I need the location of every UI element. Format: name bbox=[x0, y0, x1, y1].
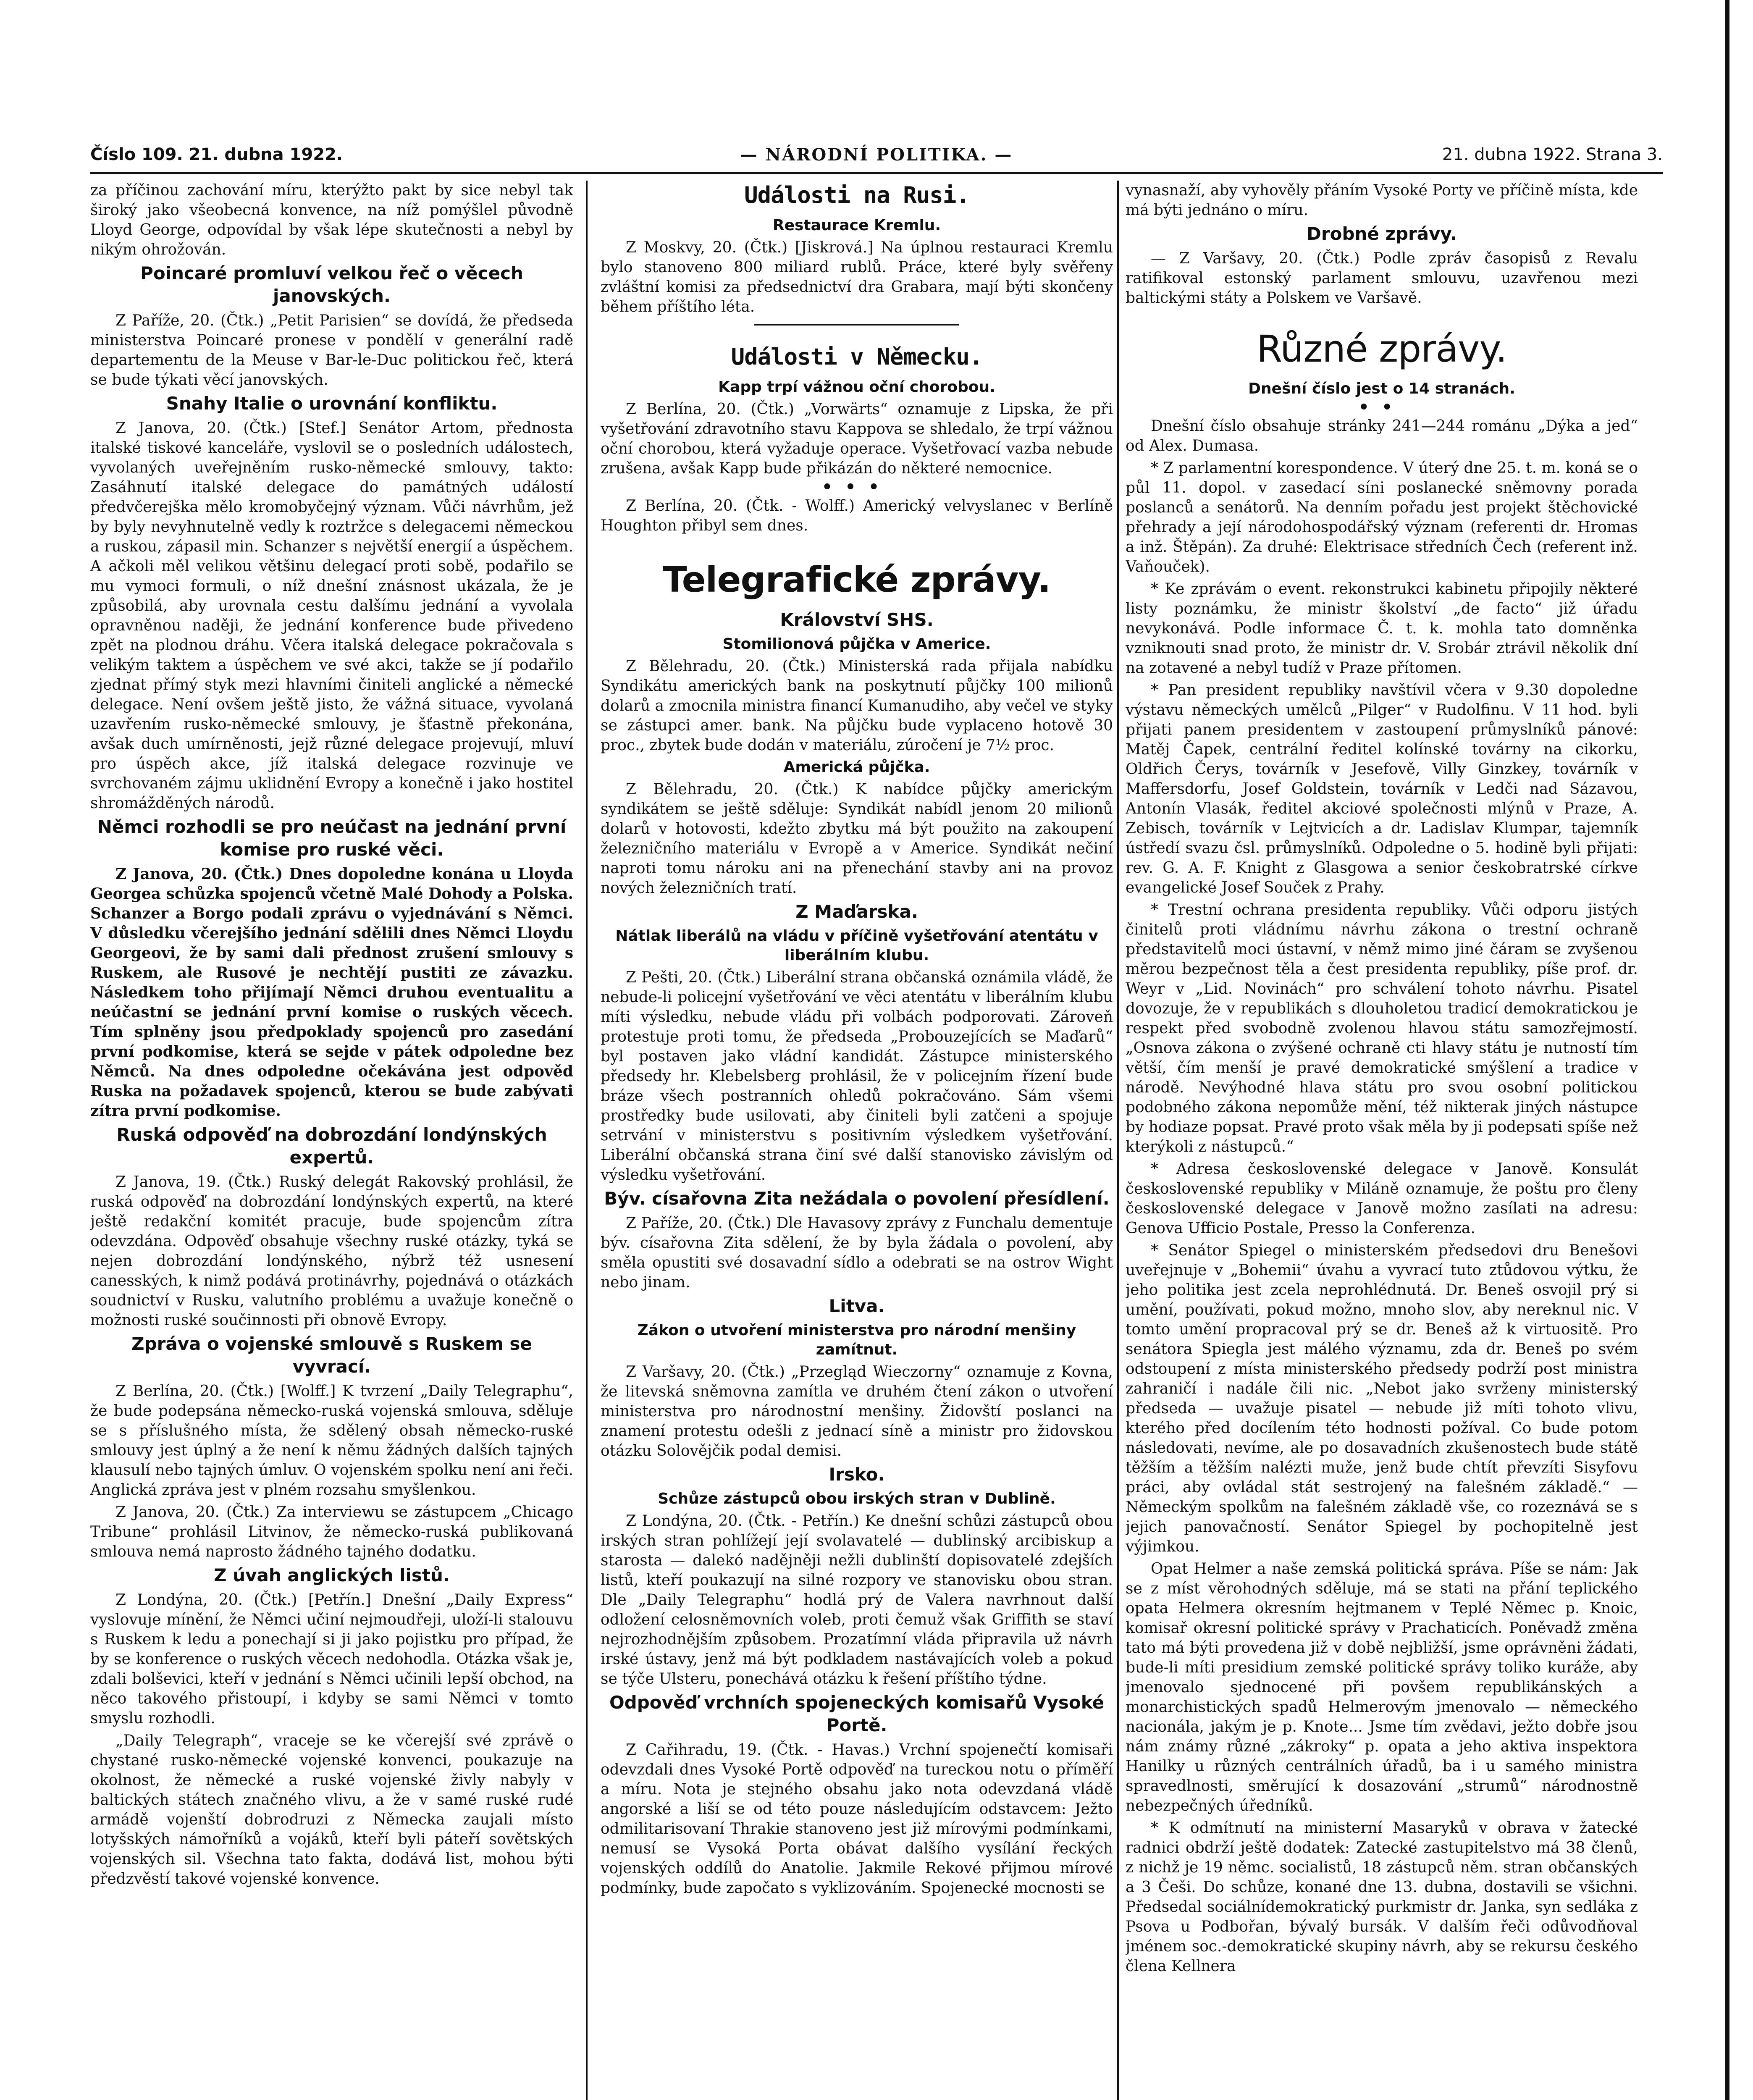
masthead-title: — NÁRODNÍ POLITIKA. — bbox=[740, 145, 1013, 165]
article-text: * K odmítnutí na ministerní Masaryků v obrava v žatecké radnici obdrží ještě dodatek: Zatecké zastupitelstvo má 38 členů, z nichž je 19 němc. socialistů, 18 zástupců něm. stran občanských a 3 Češi. Do schůze, konané dne 13. dubna, dostavili se všichni. Předsedal sociálnídemokratický purkmistr dr. Janka, syn sedláka z Psova u Podbořan, bývalý bursák. V dalším řeči odůvodňoval jménem soc.-demokratické skupiny návrh, aby se rekursu českého člena Kellnera bbox=[1126, 1819, 1638, 1975]
column-3 bbox=[1126, 181, 1638, 2100]
article-text: „Daily Telegraph“, vraceje se ke včerejší své zprávě o chystané rusko-německé vojenské konvenci, poukazuje na okolnost, že německé a ruské vojenské živly nabyly v baltických státech značného vlivu, a že v samé ruské rudé armádě vojenští dobrodruzi z Německa zaujali místo lotyšských námořníků a vojáků, kteří byli páteří sovětských vojenských sil. Všechna tato fakta, dodává list, mohou býti předzvěstí takové vojenské konvence. bbox=[90, 1732, 573, 1887]
article-text: Z Bělehradu, 20. (Čtk.) Ministerská rada přijala nabídku Syndikátu amerických bank na poskytnutí půjčky 100 milionů dolarů a zmocnila ministra financí Kumanudiho, aby večel ve styky se zástupci amer. bank. Na půjčku bude vyplaceno hotově 30 proc., zbytek bude dodán v materiálu, zúročení je 7½ proc. bbox=[601, 658, 1113, 754]
headline: Litva. bbox=[829, 1296, 885, 1316]
article-text: Z Berlína, 20. (Čtk.) „Vorwärts“ oznamuje z Lipska, že při vyšetřování zdravotního stavu Kappova se shledalo, že trpí vážnou oční chorobou, která vyžaduje operace. Vyšetřovací vazba nebude zrušena, avšak Kapp bude přikázán do některé nemocnice. bbox=[601, 401, 1113, 477]
subheading: Kapp trpí vážnou oční chorobou. bbox=[718, 378, 995, 396]
column-divider bbox=[1117, 181, 1119, 2100]
article-text: Z Moskvy, 20. (Čtk.) [Jiskrová.] Na úplnou restauraci Kremlu bylo stanoveno 800 miliard rublů. Práce, které byly svěřeny zvláštní komisi za předsednictví dra Grabara, mají býti skončeny během příštího léta. bbox=[601, 239, 1113, 315]
article-text: Opat Helmer a naše zemská politická správa. Píše se nám: Jak se z míst věrohodných sděluje, má se stati na přání teplického opata Helmera okresním hejtmanem v Teplé Němec p. Knoic, komisař okresní politické správy v Prachaticích. Poněvadž změna tato má býti provedena již v době nejbližší, jsme oprávněni žádati, bude-li míti presidium zemské politické správy toliko kuráže, aby jmenovalo sjednocené při povšem republikánských a monarchistických spadů Helmerovým jmenovalo — německého nacionála, jakým je p. Knote... Jsme tím zvědavi, ježto dobře jsou nám známy různé „zákroky“ p. opata a jeho aktiva inspektora Hanilky u různých centrálních úřadů, ba i u samého ministra spravedlnosti, směrující k dosazování „strumů“ národnostně nebezpečných úředníků. bbox=[1126, 1560, 1638, 1814]
section-rule bbox=[754, 324, 959, 326]
subheading: Americká půjčka. bbox=[783, 759, 930, 776]
subheading: Zákon o utvoření ministerstva pro národní menšiny zamítnut. bbox=[637, 1322, 1076, 1358]
subheading: Schůze zástupců obou irských stran v Dublině. bbox=[658, 1490, 1056, 1507]
header-rule bbox=[90, 172, 1663, 174]
article-text: * Ke zprávám o event. rekonstrukci kabinetu připojily některé listy poznámku, že ministr školství „de facto“ již úřadu nevykonává. Podle informace Č. t. k. mohla tato domněnka vzniknouti snad proto, že ministr dr. V. Srobár ztrávil několik dní na zotavené a nebyl tudíž v Praze přítomen. bbox=[1126, 580, 1638, 677]
subheading: Nátlak liberálů na vládu v příčině vyšetřování atentátu v liberálním klubu. bbox=[615, 927, 1098, 964]
article-text: Z Cařihradu, 19. (Čtk. - Havas.) Vrchní spojenečtí komisaři odevzdali dnes Vysoké Portě odpověď na tureckou notu o příměří a míru. Nota je stejného obsahu jako nota odevzdaná vládě angorské a liší se od této pouze následujícím odstavcem: Ježto odmilitarisovaní Thrakie stanoveno jest již mírovými podmínkami, nemusí se Vysoká Porta obávat dalšího vysílání řeckých vojenských oddílů do Anatolie. Jakmile Rekové přijmou mírové podmínky, bude započato s vyklizováním. Spojenecké mocnosti se bbox=[601, 1741, 1113, 1897]
article-text: Z Pešti, 20. (Čtk.) Liberální strana občanská oznámila vládě, že nebude-li policejní vyšetřování ve věci atentátu v liberálním klubu míti výsledku, nebude vládu při volbách podporovati. Zároveň protestuje proti tomu, že předseda „Probouzejících se Maďarů“ byl postaven jako vládní kandidát. Zástupce ministerského předsedy hr. Klebelsberg prohlásil, že v policejním řízení bude bráze všech postranních ohledů pokračováno. Sám všemi prostředky bude usilovati, aby činiteli byli zatčeni a spojuje setrvání v ministerstvu s positivním výsledkem vyšetřování. Liberální občanská strana činí své další stanovisko závislým od výsledku vyšetřování. bbox=[601, 969, 1113, 1184]
article-continuation: vynasnaží, aby vyhověly přáním Vysoké Porty ve příčině místa, kde má býti jednáno o míru. bbox=[1126, 182, 1638, 219]
separator-dots: •• bbox=[1358, 398, 1405, 417]
article-text: Z Janova, 20. (Čtk.) Za interviewu se zástupcem „Chicago Tribune“ prohlásil Litvinov, že německo-ruská publikovaná smlouva nemá naprosto žádného tajného dodatku. bbox=[90, 1504, 573, 1560]
headline: Odpověď vrchních spojeneckých komisařů Vysoké Portě. bbox=[609, 1692, 1105, 1735]
article-text: * Senátor Spiegel o ministerském předsedovi dru Benešovi uveřejnuje v „Bohemii“ úvahu a vyvrací tuto ztůdovou výtku, že jeho politika jest zcela neprohlédnutá. Dr. Beneš osvojil prý si umění, používati, pokud možno, mnoho slov, aby nereknul nic. V tomto umění propracoval prý se dr. Beneš až k virtuositě. Pro senátora Spiegla jest málého významu, zda dr. Beneš po svém odstoupení z místa ministerského předsedy podrží post ministra zahraničí i nadále čili nic. „Nebot jako svrženy ministerský předseda — uvažuje pisatel — nebude již míti tohoto vlivu, kterého před docílením této hodnosti požíval. Co bude potom následovati, nevíme, ale po dosavadních zkušenostech bude státě těžším a těžším nalézti muže, jenž bude chtít převzíti Sisyfovu práci, aby ovládal stát sestrojený na falešném základě.“ — Německým spolkům na falešném základě vše, co rozeznává se s jejich panovačností. Senátor Spiegel by pochopitelně jest výjimkou. bbox=[1126, 1242, 1638, 1555]
article-text: Z Janova, 20. (Čtk.) [Stef.] Senátor Artom, přednosta italské tiskové kanceláře, vyslovil se o posledních událostech, vyvolaných uveřejněním rusko-německé smlouvy, takto: Zasáhnutí italské delegace do památných událostí předvčerejška mělo kromobyčejný význam. Vůči návrhům, jež by byly nevyhnutelně vedly k roztržce s delegacemi německou a ruskou, zápasil min. Schanzer s největší energií a úspěchem. A ačkoli měl velikou většinu delegací proti sobě, podařilo se mu vymoci formuli, o níž dnešní znásnost ukázala, že je způsobilá, aby urovnala cestu dalšímu jednání a vyvolala opravněnou naději, že jednání konference bude přivedeno zpět na plodnou dráhu. Včera italská delegace pokračovala s velikým taktem a úspěchem ve své akci, takže se jí podařilo zjednat přímý styk mezi hlavními činiteli anglické a německé delegace. Není ovšem ještě jisto, že vážná situace, vyvolaná uzavřením rusko-německé smlouvy, je šťastně překonána, avšak duch umírněnosti, jejž různé delegace projevují, mluví pro úspěch akce, jíž italská delegace rozvinuje ve svrchovaném zájmu uklidnění Evropy a konečně i jako hostitel shromážděných národů. bbox=[90, 420, 573, 812]
article-text: — Z Varšavy, 20. (Čtk.) Podle zpráv časopisů z Revalu ratifikoval estonský parlament smlouvu, uzavřenou mezi baltickými státy a Polskem ve Varšavě. bbox=[1126, 250, 1638, 307]
column-1 bbox=[90, 181, 573, 2100]
article-text: Z Berlína, 20. (Čtk.) [Wolff.] K tvrzení „Daily Telegraphu“, že bude podepsána německo-ruská vojenská smlouva, sděluje se s příslušného místa, že sdělený obsah německo-ruské smlouvy jest úplný a že není k němu žádných dalších tajných klausulí nebo tajných úmluv. O vojenském spolku není ani řeči. Anglická zpráva jest v plném rozsahu smyšlenkou. bbox=[90, 1383, 573, 1499]
subheading: Království SHS. bbox=[780, 609, 934, 630]
article-continuation: za příčinou zachování míru, kterýžto pakt by sice nebyl tak široký jako všeobecná konvence, na níž pomýšlel původně Lloyd George, odpovídal by však lépe skutečnosti a nebyl by nikým ohrožován. bbox=[90, 182, 573, 258]
headline: Býv. císařovna Zita nežádala o povolení přesídlení. bbox=[604, 1188, 1110, 1209]
article-text: Z Paříže, 20. (Čtk.) Dle Havasovy zprávy z Funchalu dementuje býv. císařovna Zita sdělení, že by byla žádala o povolení, aby směla opustiti své dosavadní sídlo a odebrati se na ostrov Wight nebo jinam. bbox=[601, 1215, 1113, 1291]
article-text: * Trestní ochrana presidenta republiky. Vůči odporu jistých činitelů proti vládnímu návrhu zákona o trestní ochraně představitelů moci ústavní, v němž mimo jiné čáram se zvyšenou měrou bezpečnost těla a čest presidenta republiky, píše prof. dr. Weyr v „Lid. Novinách“ pro schválení tohoto návrhu. Pisatel dovozuje, že v republikách s dlouholetou tradicí demokratickou je respekt před svobodně zvolenou hlavou státu samozřejmostí. „Osnova zákona o zvýšené ochraně cti hlavy státu je nutností tím větší, čím menší je pravé demokratické smýšlení a tradice v národě. Nevýhodné hlava státu pro svou osobní politickou podobného zákona nepomůže mění, též nikterak jiných nástupce by hodiaze popsat. Pravé proto však měla by ji podepsati spíše než kterýkoli z nástupců.“ bbox=[1126, 901, 1638, 1155]
headline: Z Maďarska. bbox=[795, 901, 918, 922]
subheading: Stomilionová půjčka v Americe. bbox=[722, 635, 991, 653]
article-text: Z Bělehradu, 20. (Čtk.) K nabídce půjčky americkým syndikátem se ještě sděluje: Syndikát nabídl jenom 20 milionů dolarů v hotovosti, kdežto zbytku má být použito na zakoupení železničního materiálu v Evropě a v Americe. Syndikát nečiní naproti tomu nároku ani na přenechání stavby ani na provoz nových železničních tratí. bbox=[601, 781, 1113, 897]
article-text: * Adresa československé delegace v Janově. Konsulát československé republiky v Miláně oznamuje, že poštu pro členy československé delegace v Janově možno zasílati na adresu: Genova Ufficio Postale, Presso la Conferenza. bbox=[1126, 1160, 1638, 1237]
article-text: * Pan president republiky navštívil včera v 9.30 dopoledne výstavu německých umělců „Pilger“ v Rudolfinu. V 11 hod. byli přijati panem presidentem v zastoupení průmyslníků pánové: Matěj Čapek, centrální ředitel kolínské továrny na cikorku, Oldřich Čerys, továrník v Jesefově, Villy Ginzkey, továrník v Maffersdorfu, Josef Goldstein, továrník v Ledči nad Sázavou, Antonín Vlasák, ředitel akciové společnosti mlýnů v Praze, A. Zebisch, továrník v Lejtvicích a dr. Ladislav Klumpar, tajemník ústředí svazu čsl. průmyslníků. Odpoledne o 5. hodině byli přijati: rev. G. A. F. Knight z Glasgowa a senior českobratrské církve evangelické Josef Souček z Prahy. bbox=[1126, 682, 1638, 896]
article-text: Z Janova, 19. (Čtk.) Ruský delegát Rakovský prohlásil, že ruská odpověď na dobrozdání londýnských expertů, na které ještě redakční komitét pracuje, bude spojencům zítra odevzdána. Odpověď obsahuje všechny ruské otázky, tyká se nejen dobrozdání londýnského, nýbrž též usnesení canesských, k nimž podává protinávrhy, pojednává o otázkách soudnictví v Rusku, valutního problému a uvažuje konečně o možnosti ruské součinnosti při obnově Evropy. bbox=[90, 1173, 573, 1329]
headline: Poincaré promluví velkou řeč o věcech janovských. bbox=[140, 263, 523, 306]
headline: Snahy Italie o urovnání konfliktu. bbox=[166, 393, 498, 414]
headline: Z úvah anglických listů. bbox=[214, 1565, 450, 1586]
subheading: Dnešní číslo jest o 14 stranách. bbox=[1248, 380, 1515, 397]
article-text: * Z parlamentní korespondence. V úterý dne 25. t. m. koná se o půl 11. dopol. v zasedací síni poslanecké sněmovny porada poslanců a senátorů. Na denním pořadu jest projekt štěchovické přehrady a její národohospodářský význam (referenti dr. Hromas a inž. Štěpán). Za druhé: Elektrisace středních Čech (referent inž. Vaňouček). bbox=[1126, 459, 1638, 575]
separator-dots: ••• bbox=[821, 478, 892, 497]
date-left: 21. dubna 1922. bbox=[189, 145, 343, 164]
date-page-right: 21. dubna 1922. Strana 3. bbox=[1442, 145, 1663, 164]
article-text: Dnešní číslo obsahuje stránky 241—244 románu „Dýka a jed“ od Alex. Dumasa. bbox=[1126, 417, 1638, 454]
page-edge bbox=[1725, 0, 1729, 2100]
headline: Irsko. bbox=[829, 1464, 885, 1485]
subheading: Restaurace Kremlu. bbox=[772, 217, 941, 234]
headline: Němci rozhodli se pro neúčast na jednání první komise pro ruské věci. bbox=[97, 816, 567, 860]
section-heading: Telegrafické zprávy. bbox=[663, 559, 1051, 600]
issue-number: Číslo 109. bbox=[90, 145, 183, 164]
article-text: Z Paříže, 20. (Čtk.) „Petit Parisien“ se dovídá, že předseda ministerstva Poincaré pronese v pondělí v generální radě departementu de la Meuse v Bar-le-Duc politickou řeč, která se bude týkati věcí janovských. bbox=[90, 312, 573, 388]
headline: Zpráva o vojenské smlouvě s Ruskem se vyvrací. bbox=[131, 1334, 532, 1377]
article-text: Z Janova, 20. (Čtk.) Dnes dopoledne konána u Lloyda Georgea schůzka spojenců včetně Malé Dohody a Polska. Schanzer a Borgo podali zprávu o vyjednávání s Němci. V důsledku včerejšího jednání sdělili dnes Němci Lloydu Georgeovi, že by sami dali přednost zrušení smlouvy s Ruskem, ale Rusové je nechtějí pustiti ze závazku. Následkem toho přijímají Němci druhou eventualitu a neúčastní se jednání první komise o ruských věcech. Tím splněny jsou předpoklady spojenců pro zasedání první podkomise, která se sejde v pátek odpoledne bez Němců. Na dnes odpoledne očekávána jest odpověď Ruska na požadavek spojenců, kterou se bude zabývati zítra první podkomise. bbox=[90, 865, 573, 1120]
article-text: Z Varšavy, 20. (Čtk.) „Przegląd Wieczorny“ oznamuje z Kovna, že litevská sněmovna zamítla ve druhém čtení zákon o utvoření ministerstva pro národnostní menšiny. Židovští poslanci na znamení protestu odešli z jednací síně a ministr pro židovskou otázku Solovějčik podal demisi. bbox=[601, 1363, 1113, 1460]
column-divider bbox=[586, 181, 588, 2100]
article-text: Z Londýna, 20. (Čtk. - Petřín.) Ke dnešní schůzi zástupců obou irských stran pohlížejí její svolavatelé — dublinský arcibiskup a starosta — dalekó nadějněji nežli dublinští dopisovatelé zdejších listů, kteří poukazují na silné rozpory ve stanovisku obou stran. Dle „Daily Telegraphu“ hodlá prý de Valera navrhnout další odložení celosněmovních voleb, proti čemuž však Griffith se staví nejrozhodnějším způsobem. Prozatímní vláda připravila už návrh irské ústavy, jenž má být podkladem nastávajících voleb a pokud se týče Ulsteru, ponechává otázku k řešení příštího týdne. bbox=[601, 1512, 1113, 1688]
section-heading: Události na Rusi. bbox=[744, 182, 969, 208]
page-header bbox=[90, 145, 1663, 170]
headline: Drobné zprávy. bbox=[1307, 223, 1457, 244]
column-2 bbox=[601, 181, 1113, 2100]
headline: Ruská odpověď na dobrozdání londýnských expertů. bbox=[116, 1124, 547, 1168]
section-heading: Různé zprávy. bbox=[1257, 327, 1507, 370]
section-heading: Události v Německu. bbox=[731, 344, 983, 370]
article-text: Z Londýna, 20. (Čtk.) [Petřín.] Dnešní „Daily Express“ vyslovuje mínění, že Němci učiní nejmoudřeji, uloží-li stalouvu s Ruskem k ledu a ponechají si ji jako pojistku pro případ, že by se konference o ruských věcech nedohodla. Otázka však je, zdali bolševici, kteří v jednání s Němci učinili lepší obchod, na něco takového přistoupí, i kdyby se sami Němci v tomto smyslu rozhodli. bbox=[90, 1591, 573, 1727]
article-text: Z Berlína, 20. (Čtk. - Wolff.) Americký velvyslanec v Berlíně Houghton přibyl sem dnes. bbox=[601, 497, 1113, 534]
